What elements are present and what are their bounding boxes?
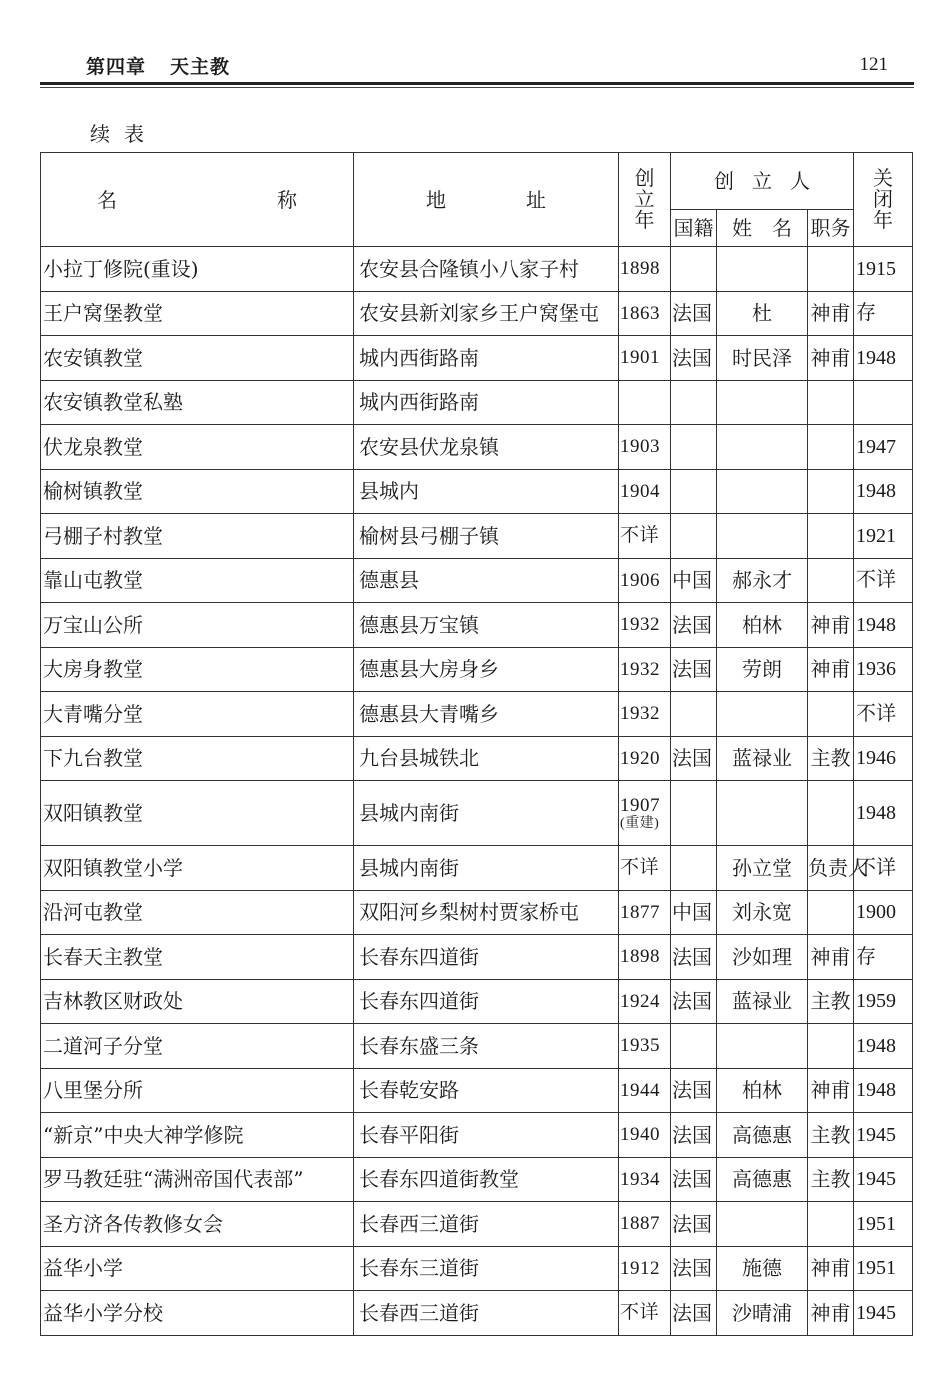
cell-name: 圣方济各传教修女会	[41, 1202, 354, 1247]
cell-closed-year: 1948	[854, 603, 913, 648]
cell-closed-year: 1921	[854, 514, 913, 559]
cell-nationality	[671, 469, 717, 514]
header-rule-thin	[40, 87, 914, 88]
running-head	[40, 46, 912, 84]
cell-person-name: 高德惠	[717, 1113, 808, 1158]
table-row	[41, 291, 913, 336]
table-row	[41, 1291, 913, 1336]
founding-year-value: 1924	[620, 990, 660, 1012]
cell-person-name: 沙晴浦	[717, 1291, 808, 1336]
cell-closed-year: 1915	[854, 247, 913, 292]
cell-post: 神甫	[808, 647, 854, 692]
cell-founding-year	[619, 380, 671, 425]
cell-address: 长春东四道街	[354, 935, 619, 980]
cell-founding-year	[619, 935, 671, 980]
founding-year-value: 1944	[620, 1079, 660, 1101]
cell-name: 大青嘴分堂	[41, 692, 354, 737]
founding-year-value: 不详	[620, 1302, 660, 1324]
cell-closed-year: 1948	[854, 336, 913, 381]
founding-year-value: 1935	[620, 1035, 660, 1057]
cell-post	[808, 514, 854, 559]
cell-closed-year: 1959	[854, 979, 913, 1024]
table-row	[41, 247, 913, 292]
cell-address: 农安县合隆镇小八家子村	[354, 247, 619, 292]
founding-year-value: 1940	[620, 1124, 660, 1146]
cell-person-name: 时民泽	[717, 336, 808, 381]
cell-name: 农安镇教堂私塾	[41, 380, 354, 425]
cell-closed-year: 存	[854, 291, 913, 336]
cell-nationality	[671, 380, 717, 425]
cell-post	[808, 890, 854, 935]
cell-name: 万宝山公所	[41, 603, 354, 648]
cell-person-name	[717, 469, 808, 514]
cell-nationality: 法国	[671, 1157, 717, 1202]
cell-nationality	[671, 781, 717, 846]
founding-year-value: 1912	[620, 1257, 660, 1279]
cell-address: 榆树县弓棚子镇	[354, 514, 619, 559]
cell-name: 罗马教廷驻“满洲帝国代表部”	[41, 1157, 354, 1202]
founding-year-value: 1920	[620, 747, 660, 769]
cell-post	[808, 247, 854, 292]
cell-founding-year	[619, 736, 671, 781]
cell-address: 农安县新刘家乡王户窝堡屯	[354, 291, 619, 336]
cell-address: 长春乾安路	[354, 1068, 619, 1113]
cell-nationality	[671, 514, 717, 559]
cell-post: 负责人	[808, 846, 854, 891]
founding-year-note: (重建)	[620, 815, 660, 831]
cell-closed-year: 1946	[854, 736, 913, 781]
header-rule-thick	[40, 82, 914, 85]
cell-person-name: 柏林	[717, 1068, 808, 1113]
cell-person-name: 劳朗	[717, 647, 808, 692]
table-row	[41, 514, 913, 559]
cell-post: 神甫	[808, 291, 854, 336]
cell-name: 八里堡分所	[41, 1068, 354, 1113]
founding-year-value: 1904	[620, 480, 660, 502]
table-row	[41, 558, 913, 603]
table-row	[41, 890, 913, 935]
cell-founding-year	[619, 1202, 671, 1247]
header-address: 地 址	[354, 153, 619, 247]
cell-person-name: 柏林	[717, 603, 808, 648]
chapter-title: 天主教	[170, 56, 231, 78]
cell-post: 主教	[808, 1157, 854, 1202]
cell-person-name: 蓝禄业	[717, 736, 808, 781]
cell-founding-year	[619, 469, 671, 514]
cell-address: 县城内南街	[354, 781, 619, 846]
cell-closed-year: 1945	[854, 1113, 913, 1158]
cell-person-name: 蓝禄业	[717, 979, 808, 1024]
cell-post: 主教	[808, 979, 854, 1024]
cell-founding-year	[619, 692, 671, 737]
cell-closed-year: 1947	[854, 425, 913, 470]
cell-post: 神甫	[808, 935, 854, 980]
cell-founding-year	[619, 1024, 671, 1069]
cell-address: 县城内	[354, 469, 619, 514]
founding-year-value: 1903	[620, 436, 660, 458]
cell-name: 长春天主教堂	[41, 935, 354, 980]
cell-address: 长春东三道街	[354, 1246, 619, 1291]
founding-year-value: 1898	[620, 946, 660, 968]
cell-founding-year	[619, 846, 671, 891]
cell-address: 城内西街路南	[354, 380, 619, 425]
header-founding-year: 创立年	[619, 153, 671, 247]
table-row	[41, 1024, 913, 1069]
cell-person-name	[717, 1024, 808, 1069]
cell-nationality: 法国	[671, 291, 717, 336]
cell-post: 神甫	[808, 1291, 854, 1336]
cell-name: 榆树镇教堂	[41, 469, 354, 514]
cell-address: 德惠县大青嘴乡	[354, 692, 619, 737]
table-row	[41, 1068, 913, 1113]
chapter-number: 第四章	[86, 56, 147, 78]
cell-name: 吉林教区财政处	[41, 979, 354, 1024]
cell-nationality	[671, 425, 717, 470]
cell-founding-year	[619, 247, 671, 292]
cell-name: 弓棚子村教堂	[41, 514, 354, 559]
cell-founding-year	[619, 979, 671, 1024]
cell-person-name: 施德	[717, 1246, 808, 1291]
founding-year-value: 1907	[620, 794, 660, 816]
cell-nationality: 法国	[671, 736, 717, 781]
cell-nationality: 法国	[671, 1246, 717, 1291]
cell-person-name	[717, 1202, 808, 1247]
cell-name: 益华小学	[41, 1246, 354, 1291]
chapter-heading	[86, 52, 230, 79]
cell-closed-year: 1948	[854, 469, 913, 514]
cell-nationality: 法国	[671, 979, 717, 1024]
cell-address: 德惠县万宝镇	[354, 603, 619, 648]
cell-address: 德惠县	[354, 558, 619, 603]
cell-address: 双阳河乡梨树村贾家桥屯	[354, 890, 619, 935]
cell-person-name	[717, 692, 808, 737]
founding-year-value: 1932	[620, 614, 660, 636]
cell-name: 王户窝堡教堂	[41, 291, 354, 336]
founding-year-value: 1877	[620, 901, 660, 923]
cell-founding-year	[619, 603, 671, 648]
table-row	[41, 935, 913, 980]
table-row	[41, 603, 913, 648]
cell-closed-year: 存	[854, 935, 913, 980]
cell-closed-year: 1951	[854, 1246, 913, 1291]
cell-person-name: 沙如理	[717, 935, 808, 980]
cell-nationality: 法国	[671, 603, 717, 648]
cell-closed-year: 1945	[854, 1157, 913, 1202]
table-row	[41, 781, 913, 846]
cell-closed-year: 不详	[854, 558, 913, 603]
cell-founding-year	[619, 291, 671, 336]
founding-year-value: 不详	[620, 857, 660, 879]
table-row	[41, 1202, 913, 1247]
cell-nationality: 法国	[671, 1113, 717, 1158]
founding-year-value: 1934	[620, 1168, 660, 1190]
founding-year-value: 1863	[620, 302, 660, 324]
cell-address: 长春东盛三条	[354, 1024, 619, 1069]
cell-post	[808, 558, 854, 603]
header-closed-year: 关闭年	[854, 153, 913, 247]
cell-closed-year: 1948	[854, 1024, 913, 1069]
founding-year-value: 1898	[620, 258, 660, 280]
cell-person-name	[717, 514, 808, 559]
founding-year-value: 不详	[620, 525, 660, 547]
cell-closed-year: 1900	[854, 890, 913, 935]
cell-post: 神甫	[808, 1068, 854, 1113]
cell-post	[808, 1024, 854, 1069]
cell-founding-year	[619, 514, 671, 559]
cell-name: 双阳镇教堂小学	[41, 846, 354, 891]
table-row	[41, 647, 913, 692]
table-row	[41, 1113, 913, 1158]
cell-nationality: 法国	[671, 1202, 717, 1247]
cell-founding-year	[619, 781, 671, 846]
cell-post: 神甫	[808, 603, 854, 648]
cell-nationality	[671, 846, 717, 891]
cell-nationality	[671, 247, 717, 292]
header-post: 职务	[808, 210, 854, 247]
header-person-name: 姓 名	[717, 210, 808, 247]
table-row	[41, 1246, 913, 1291]
cell-founding-year	[619, 1246, 671, 1291]
cell-closed-year: 1936	[854, 647, 913, 692]
header-nationality: 国籍	[671, 210, 717, 247]
cell-name: 小拉丁修院(重设)	[41, 247, 354, 292]
cell-address: 农安县伏龙泉镇	[354, 425, 619, 470]
cell-person-name	[717, 425, 808, 470]
cell-nationality: 法国	[671, 935, 717, 980]
cell-person-name: 杜	[717, 291, 808, 336]
cell-name: 双阳镇教堂	[41, 781, 354, 846]
cell-person-name: 高德惠	[717, 1157, 808, 1202]
cell-person-name	[717, 380, 808, 425]
cell-post	[808, 469, 854, 514]
founding-year-value: 1901	[620, 347, 660, 369]
table-row	[41, 979, 913, 1024]
cell-founding-year	[619, 558, 671, 603]
cell-nationality	[671, 692, 717, 737]
cell-address: 长春西三道街	[354, 1202, 619, 1247]
cell-name: 下九台教堂	[41, 736, 354, 781]
cell-address: 县城内南街	[354, 846, 619, 891]
page-number: 121	[859, 54, 888, 75]
cell-address: 德惠县大房身乡	[354, 647, 619, 692]
cell-name: 益华小学分校	[41, 1291, 354, 1336]
cell-address: 九台县城铁北	[354, 736, 619, 781]
cell-nationality: 法国	[671, 336, 717, 381]
cell-founding-year	[619, 425, 671, 470]
table-row	[41, 846, 913, 891]
cell-founding-year	[619, 1068, 671, 1113]
cell-name: 沿河屯教堂	[41, 890, 354, 935]
founding-year-value: 1906	[620, 569, 660, 591]
table-row	[41, 425, 913, 470]
founding-year-value: 1887	[620, 1213, 660, 1235]
cell-founding-year	[619, 1157, 671, 1202]
cell-post: 神甫	[808, 336, 854, 381]
cell-closed-year: 1951	[854, 1202, 913, 1247]
cell-address: 长春东四道街	[354, 979, 619, 1024]
cell-nationality: 中国	[671, 890, 717, 935]
cell-closed-year: 不详	[854, 846, 913, 891]
table-row	[41, 1157, 913, 1202]
cell-name: 二道河子分堂	[41, 1024, 354, 1069]
cell-name: 伏龙泉教堂	[41, 425, 354, 470]
header-name: 名 称	[41, 153, 354, 247]
cell-founding-year	[619, 336, 671, 381]
cell-closed-year	[854, 380, 913, 425]
cell-post	[808, 1202, 854, 1247]
cell-person-name: 刘永宽	[717, 890, 808, 935]
cell-post: 主教	[808, 736, 854, 781]
cell-address: 长春西三道街	[354, 1291, 619, 1336]
header-founder: 创立人	[671, 153, 854, 210]
cell-nationality: 法国	[671, 647, 717, 692]
cell-person-name: 郝永才	[717, 558, 808, 603]
cell-nationality: 中国	[671, 558, 717, 603]
cell-name: 靠山屯教堂	[41, 558, 354, 603]
cell-closed-year: 不详	[854, 692, 913, 737]
table-body	[41, 247, 913, 1336]
cell-founding-year	[619, 1113, 671, 1158]
cell-name: “新京”中央大神学修院	[41, 1113, 354, 1158]
cell-post	[808, 781, 854, 846]
cell-address: 长春东四道街教堂	[354, 1157, 619, 1202]
cell-post	[808, 380, 854, 425]
cell-name: 大房身教堂	[41, 647, 354, 692]
church-table	[40, 152, 913, 1336]
cell-post: 主教	[808, 1113, 854, 1158]
cell-closed-year: 1948	[854, 781, 913, 846]
cell-founding-year	[619, 647, 671, 692]
cell-address: 城内西街路南	[354, 336, 619, 381]
cell-closed-year: 1945	[854, 1291, 913, 1336]
table-row	[41, 692, 913, 737]
cell-person-name: 孙立堂	[717, 846, 808, 891]
table-row	[41, 336, 913, 381]
cell-address: 长春平阳街	[354, 1113, 619, 1158]
table-row	[41, 380, 913, 425]
cell-name: 农安镇教堂	[41, 336, 354, 381]
cell-nationality: 法国	[671, 1291, 717, 1336]
founding-year-value: 1932	[620, 703, 660, 725]
cell-nationality	[671, 1024, 717, 1069]
cell-person-name	[717, 781, 808, 846]
cell-founding-year	[619, 1291, 671, 1336]
cell-post: 神甫	[808, 1246, 854, 1291]
cell-post	[808, 692, 854, 737]
cell-post	[808, 425, 854, 470]
cell-nationality: 法国	[671, 1068, 717, 1113]
table-row	[41, 469, 913, 514]
cell-founding-year	[619, 890, 671, 935]
table-row	[41, 736, 913, 781]
cell-closed-year: 1948	[854, 1068, 913, 1113]
cell-person-name	[717, 247, 808, 292]
founding-year-value: 1932	[620, 658, 660, 680]
continued-table-caption: 续表	[90, 122, 158, 146]
